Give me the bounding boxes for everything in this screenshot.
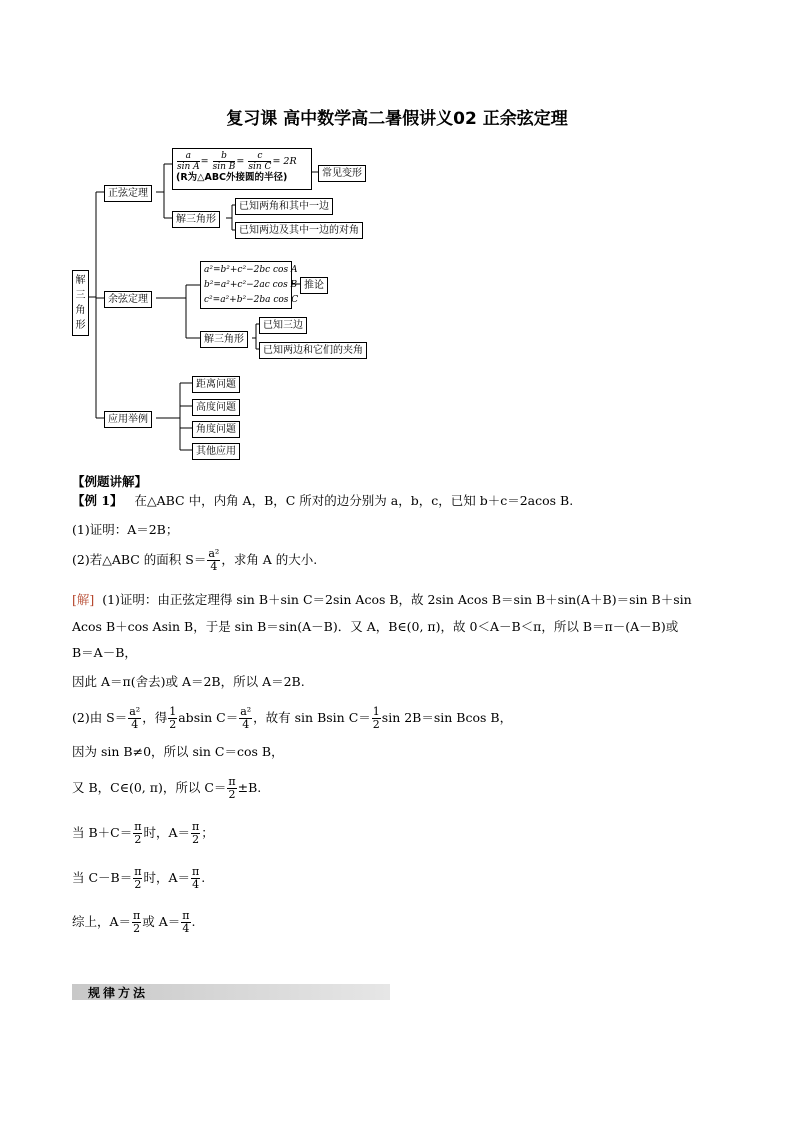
mindmap-sine-theorem: 正弦定理	[104, 185, 152, 202]
mindmap-cosine-case-1: 已知三边	[259, 317, 307, 334]
solution-line-7: 又 B，C∈(0, π)，所以 C＝ $\frac{\pi}{2}$ ±B.	[72, 775, 262, 801]
mindmap-application-item: 其他应用	[192, 443, 240, 460]
solution-line-8: 当 B＋C＝ $\frac{\pi}{2}$ 时，A＝ $\frac{\pi}{2}$ ；	[72, 820, 214, 846]
mindmap-cosine-formulas: a²=b²+c²−2bc cos A b²=a²+c²−2ac cos B c²=a²+b²−2ba cos C	[200, 261, 292, 309]
solution-line-2: Acos B＋cos Asin B，于是 sin B＝sin(A－B)．又 A，B∈(0, π)，故 0＜A－B＜π，所以 B＝π－(A－B)或	[72, 619, 679, 634]
solution-line-3: B＝A－B，	[72, 645, 137, 660]
mindmap-cosine-corollary: 推论	[300, 277, 328, 294]
mindmap-cosine-solve: 解三角形	[200, 331, 248, 348]
solution-line-4: 因此 A＝π(舍去)或 A＝2B，所以 A＝2B.	[72, 674, 305, 689]
mindmap-application-item: 高度问题	[192, 399, 240, 416]
example-question-1: (1)证明：A＝2B；	[72, 522, 179, 537]
method-banner	[72, 984, 390, 1000]
page-title: 复习课 高中数学高二暑假讲义02 正余弦定理	[226, 109, 568, 129]
section-label: 【例题讲解】	[72, 474, 148, 489]
mindmap-application: 应用举例	[104, 411, 152, 428]
solution-line-5: (2)由 S＝ $\frac{\text{a²}}{4}$ ，得 $\frac{1}{2}$ absin C＝ $\frac{\text{a²}}{4}$ ，故有 sin Bsin C＝ $\frac{1}{2}$ sin 2B＝sin Bcos B，	[72, 705, 513, 731]
solution-line-9: 当 C－B＝ $\frac{\pi}{2}$ 时，A＝ $\frac{\pi}{4}$ .	[72, 865, 206, 891]
mindmap-sine-solve: 解三角形	[172, 211, 220, 228]
example-statement: 【例 1】 在△ABC 中，内角 A，B，C 所对的边分别为 a，b，c，已知 b＋c＝2acos B.	[72, 493, 574, 508]
example-question-2: (2)若△ABC 的面积 S＝ $\frac{\text{a²}}{4}$ ，求角 A 的大小.	[72, 547, 318, 573]
mindmap-sine-variants: 常见变形	[318, 165, 366, 182]
mindmap-sine-formula: $\frac{a}{\text{sin A}}$ = $\frac{b}{\text{sin B}}$ = $\frac{c}{\text{sin C}}$ = 2R (R为△ABC外接圆的半径)	[172, 148, 312, 190]
solution-line-1: [解] (1)证明：由正弦定理得 sin B＋sin C＝2sin Acos B，故 2sin Acos B＝sin B＋sin(A＋B)＝sin B＋sin	[72, 592, 692, 607]
mindmap-sine-case-1: 已知两角和其中一边	[235, 198, 333, 215]
mindmap-cosine-case-2: 已知两边和它们的夹角	[259, 342, 367, 359]
mindmap-root: 解三角形	[72, 270, 89, 336]
solution-line-10: 综上，A＝ $\frac{\pi}{2}$ 或 A＝ $\frac{\pi}{4}$ .	[72, 909, 196, 935]
mindmap-cosine-theorem: 余弦定理	[104, 291, 152, 308]
solution-line-6: 因为 sin B≠0，所以 sin C＝cos B，	[72, 744, 284, 759]
method-banner-label: 规律方法	[88, 986, 149, 1000]
mindmap-sine-case-2: 已知两边及其中一边的对角	[235, 222, 363, 239]
mindmap-application-item: 角度问题	[192, 421, 240, 438]
mindmap-application-item: 距离问题	[192, 376, 240, 393]
mindmap-connectors	[0, 0, 794, 470]
